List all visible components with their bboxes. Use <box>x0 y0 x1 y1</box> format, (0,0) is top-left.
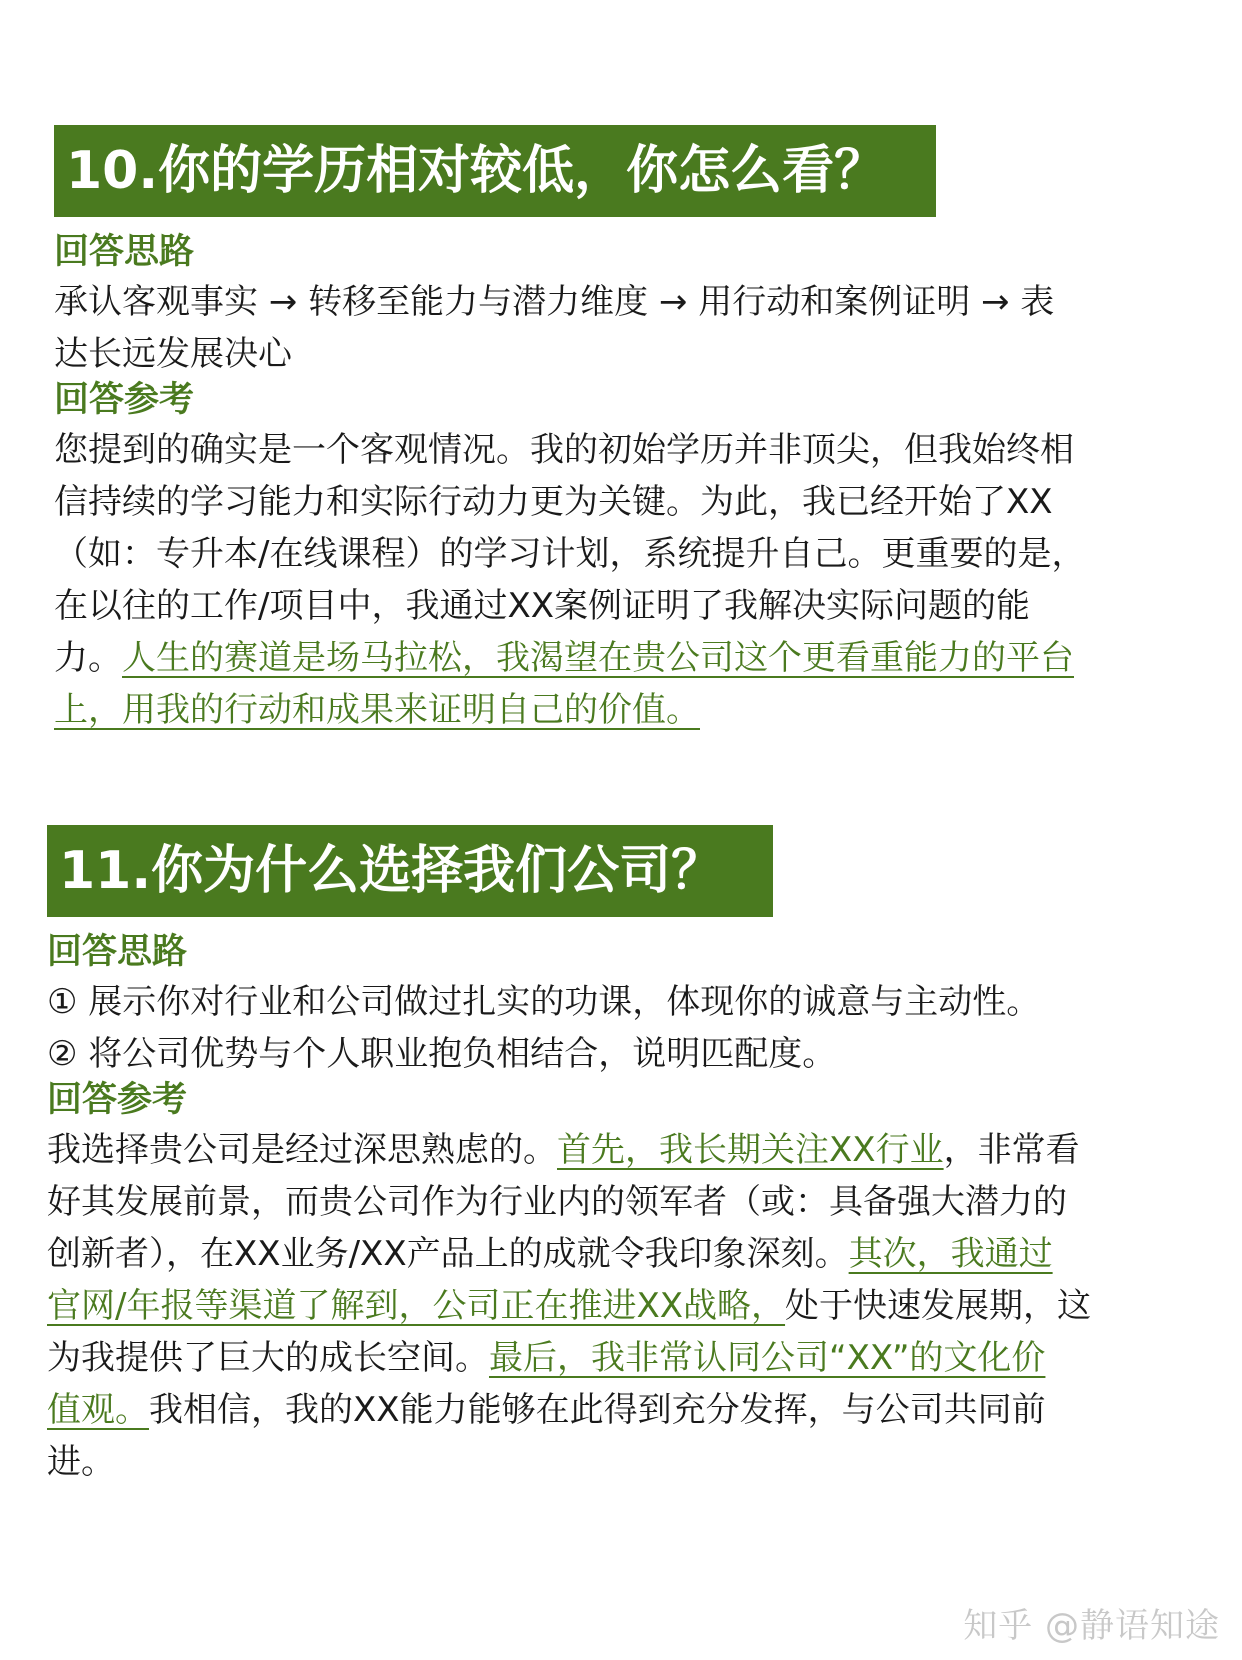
reference-line: 信持续的学习能力和实际行动力更为关键。为此，我已经开始了XX <box>54 482 1053 522</box>
section-10-reference-label: 回答参考 <box>54 380 195 420</box>
reference-text: ，非常看 <box>943 1130 1080 1170</box>
approach-line: ① 展示你对行业和公司做过扎实的功课，体现你的诚意与主动性。 <box>47 982 1041 1022</box>
highlighted-text: 人生的赛道是场马拉松，我渴望在贵公司这个更看重能力的平台 <box>122 638 1074 678</box>
highlighted-text: 最后，我非常认同公司“XX”的文化价 <box>489 1338 1046 1378</box>
reference-line <box>47 1228 1091 1280</box>
reference-line: （如：专升本/在线课程）的学习计划，系统提升自己。更重要的是， <box>54 534 1086 574</box>
approach-line: 承认客观事实 → 转移至能力与潜力维度 → 用行动和案例证明 → 表 <box>54 282 1055 322</box>
watermark: 知乎 @静语知途 <box>963 1606 1220 1646</box>
highlighted-text: 上，用我的行动和成果来证明自己的价值。 <box>54 690 700 730</box>
reference-text: 力。 <box>54 638 122 678</box>
section-11-title: 11.你为什么选择我们公司？ <box>47 825 773 917</box>
reference-line: 在以往的工作/项目中，我通过XX案例证明了我解决实际问题的能 <box>54 586 1031 626</box>
reference-text: 我选择贵公司是经过深思熟虑的。 <box>47 1130 557 1170</box>
reference-text: 处于快速发展期，这 <box>785 1286 1092 1326</box>
section-10-approach-text <box>54 276 1054 380</box>
reference-line <box>47 1332 1091 1384</box>
reference-text: 创新者），在XX业务/XX产品上的成就令我印象深刻。 <box>47 1234 849 1274</box>
section-11-approach-label: 回答思路 <box>47 932 188 972</box>
section-11-reference-label: 回答参考 <box>47 1080 188 1120</box>
highlighted-text: 官网/年报等渠道了解到，公司正在推进XX战略， <box>47 1286 786 1326</box>
approach-line: ② 将公司优势与个人职业抱负相结合，说明匹配度。 <box>47 1034 837 1074</box>
section-11-reference-text <box>47 1124 1091 1488</box>
reference-line <box>54 632 1085 684</box>
highlighted-text: 首先，我长期关注XX行业 <box>557 1130 944 1170</box>
section-10-reference-text <box>54 424 1085 736</box>
section-11-approach-text <box>47 976 1040 1080</box>
reference-line <box>47 1124 1091 1176</box>
highlighted-text: 其次，我通过 <box>848 1234 1053 1274</box>
approach-line: 达长远发展决心 <box>54 334 292 374</box>
reference-text: 为我提供了巨大的成长空间。 <box>47 1338 489 1378</box>
reference-line: 进。 <box>47 1442 115 1482</box>
reference-line <box>54 684 1085 736</box>
highlighted-text: 值观。 <box>47 1390 149 1430</box>
reference-line: 好其发展前景，而贵公司作为行业内的领军者（或：具备强大潜力的 <box>47 1182 1067 1222</box>
section-10-approach-label: 回答思路 <box>54 232 195 272</box>
reference-line: 您提到的确实是一个客观情况。我的初始学历并非顶尖，但我始终相 <box>54 430 1074 470</box>
reference-text: 我相信，我的XX能力能够在此得到充分发挥，与公司共同前 <box>149 1390 1046 1430</box>
section-10-title: 10.你的学历相对较低，你怎么看？ <box>54 125 936 217</box>
reference-line <box>47 1384 1091 1436</box>
reference-line <box>47 1280 1091 1332</box>
